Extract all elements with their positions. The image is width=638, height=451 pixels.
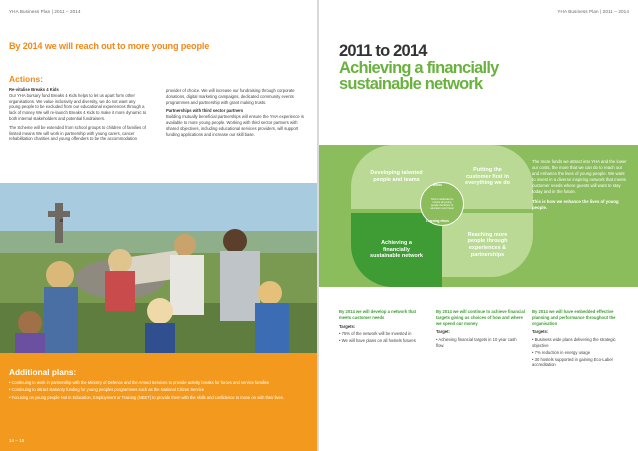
list-item: • Focusing on young people Not in Education, Employment or Training (NEET) to provide them with the skills and confidence to move on with their lives. [9, 394, 284, 400]
quadrant-label: Putting the customer first in everything we do [465, 167, 510, 187]
ring-label-bottom: Learning ethos [426, 219, 449, 223]
page-number: 14 – 15 [9, 438, 25, 443]
objective-network [339, 309, 429, 345]
paragraph: Building mutually beneficial partnerships will ensure the YHA experience is available to more young people. Working with third sector partners with shared objectives, including educational services providers, will support funding applications and increase our skill base. [166, 114, 304, 137]
left-page [0, 0, 317, 451]
targets-label: Targets: [532, 329, 549, 335]
subheading-breaks4kids: Re-vitalise Breaks 4 Kids [9, 87, 59, 92]
title-years: 2011 to 2014 [339, 42, 427, 60]
subheading-partnerships: Partnerships with third sector partners [166, 108, 244, 114]
paragraph: provider of choice. We will increase our fundraising through corporate donations, digital marketing campaigns, dedicated community events programmes and partnership with grant making trusts. [166, 88, 295, 105]
additional-plans-list [9, 380, 309, 402]
title-line-2: Achieving a financially [339, 58, 499, 77]
running-header-right: YHA Business Plan | 2011 – 2014 [557, 9, 629, 14]
list-item: • Business wide plans delivering the strategic objective [532, 337, 616, 348]
right-page [319, 0, 638, 451]
quadrant-label: Developing talented people and teams [370, 170, 423, 183]
objective-planning [532, 309, 622, 369]
quadrant-label: Reaching more people through experiences & partnerships [467, 231, 508, 258]
band-paragraph: The more funds we attract into YHA and the lower our costs, the more that we can do to reach out and enhance the lives of young people. We want to invest in a diverse inspiring network that meets customer needs where guests will want to stay today and in the future. [532, 159, 627, 194]
center-disc-text: YHA is dedicated to inspire all young people the Ethos of education and travel [430, 197, 454, 211]
ring-label-top: Ethos [433, 183, 442, 187]
quadrant-financially-sustainable [351, 213, 442, 287]
additional-plans-panel [0, 353, 317, 451]
text-column-a [9, 86, 147, 145]
objective-lead: By 2014 we will continue to achieve financial targets giving us choices of how and where we spend our money [436, 309, 525, 326]
paragraph: Our YHA bursary fund Breaks 4 Kids helps to let us apart form other organisations. We value inclusivity and diversity, we do not want any young people to be excluded from our educational experiences through a lack of money We will re-launch Breaks 4 Kids to make it more dynamic to both internal stakeholders and potential fundraisers. [9, 92, 147, 121]
targets-label: Target: [436, 329, 450, 335]
list-item: • We will have plans on all hostels futures [339, 338, 416, 344]
targets-list [532, 337, 622, 368]
page-title-left: By 2014 we will reach out to more young people [9, 41, 210, 51]
objective-financial [436, 309, 526, 350]
band-emphasis: This is how we enhance the lives of young people. [532, 199, 619, 210]
list-item: • 7% reduction in energy usage [532, 349, 591, 355]
children-outdoor-photo [0, 183, 317, 353]
list-item: • Continuing to attract statutory funding for young peoples programmes such as the National Citizen Service [9, 387, 205, 393]
page-title-right [339, 43, 499, 93]
targets-list [339, 331, 429, 344]
targets-list [436, 337, 526, 349]
text-column-b [166, 88, 304, 140]
objective-lead: By 2014 we will develop a network that meets customer needs [339, 309, 417, 320]
title-line-3: sustainable network [339, 75, 483, 93]
list-item: • Continuing to work in partnership with the Ministry of Defence and the Armed Services to provide activity breaks for forces and service families [9, 380, 269, 385]
photo-illustration [0, 183, 317, 353]
additional-plans-heading: Additional plans: [9, 367, 77, 377]
quadrant-label: Achieving a financially sustainable network [370, 240, 423, 260]
list-item: • 75% of the network will be invested in [339, 331, 412, 337]
objective-lead: By 2014 we will have embedded effective planning and performance throughout the organisation [532, 309, 616, 326]
list-item: • 30 hostels supported in gaining Eco-Label accreditation [532, 356, 613, 368]
paragraph: The Scheme will be extended from school groups to children of families of limited means We will work in partnership with young carers, cancer rehabilitation charities and young offenders to be the accommodation [9, 124, 146, 142]
running-header-left: YHA Business Plan | 2011 – 2014 [9, 9, 81, 14]
list-item: • Achieving financial targets in 10 year cash flow. [436, 337, 517, 348]
targets-label: Targets: [339, 323, 356, 329]
band-text [532, 159, 628, 211]
actions-heading: Actions: [9, 74, 43, 84]
